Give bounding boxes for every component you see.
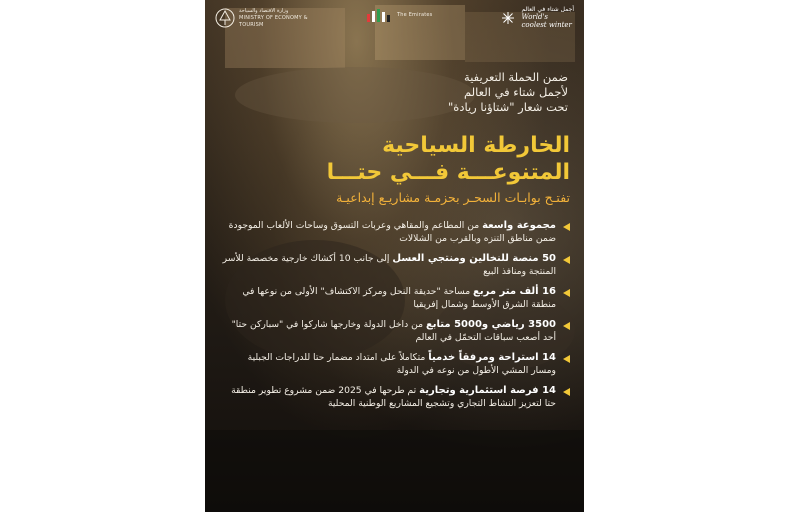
ministry-english-name: MINISTRY OF ECONOMY & TOURISM	[239, 14, 308, 28]
emirates-logo-text: The Emirates	[397, 11, 433, 18]
facts-list	[222, 220, 572, 410]
intro-line-1: ضمن الحملة التعريفية	[464, 70, 568, 84]
infographic-poster	[205, 0, 584, 512]
fact-item	[222, 286, 572, 311]
headline-line-1: الخارطة السياحية	[382, 133, 570, 158]
fact-text: متكاملاً على امتداد مضمار حتا للدراجات الجبلية ومسار المشي الأطول من نوعه في الدولة	[247, 352, 556, 376]
emblem-icon	[215, 6, 235, 30]
triangle-bullet-icon	[563, 355, 570, 363]
emirates-logo	[365, 6, 432, 24]
triangle-bullet-icon	[563, 289, 570, 297]
fact-item	[222, 253, 572, 278]
campaign-arabic-name: أجمل شتاء في العالم	[521, 6, 574, 13]
triangle-bullet-icon	[563, 388, 570, 396]
intro-line-2: لأجمل شتاء في العالم	[464, 85, 568, 99]
fact-highlight: 3500 رياضي و5000 متابع	[425, 319, 556, 330]
campaign-english-line2: coolest winter	[521, 21, 572, 29]
fact-highlight: 50 منصة للنخالين ومنتجي العسل	[392, 253, 556, 264]
ministry-logo	[215, 6, 309, 30]
intro-text	[268, 70, 568, 115]
fact-text: تم طرحها في 2025 ضمن مشروع تطوير منطقة حتا لتعزيز النشاط التجاري وتشجيع المشاريع الوطنية المحلية	[231, 385, 556, 409]
headline	[240, 132, 570, 186]
triangle-bullet-icon	[563, 223, 570, 231]
fact-highlight: مجموعة واسعة	[482, 220, 556, 231]
intro-line-3: تحت شعار "شتاؤنا ريادة"	[448, 100, 568, 114]
fact-highlight: 16 ألف متر مربع	[473, 286, 556, 297]
headline-line-2: المتنوعـــة فـــي حتـــا	[326, 160, 570, 185]
fact-highlight: 14 فرصة استثمارية وتجارية	[419, 385, 556, 396]
fact-text: إلى جانب 10 أكشاك خارجية مخصصة للأسر المنتجة ومنافذ البيع	[222, 253, 556, 277]
fact-text: من المطاعم والمقاهي وعربات التسوق وساحات الألعاب الموجودة ضمن مناطق التنزه وبالقرب من الشلالات	[228, 220, 556, 244]
logo-bar	[215, 6, 574, 44]
fact-item	[222, 220, 572, 245]
fact-text: من داخل الدولة وخارجها شاركوا في "سباركن حتا" أحد أصعب سباقات التحمّل في العالم	[231, 319, 556, 343]
snowflake-icon	[501, 11, 515, 25]
fact-text: مساحة "حديقة النحل ومركز الاكتشاف" الأولى من نوعها في منطقة الشرق الأوسط وشمال إفريقيا	[242, 286, 556, 310]
campaign-english-line1: World's	[521, 13, 549, 21]
emirates-brand-icon	[365, 6, 393, 24]
fact-item	[222, 385, 572, 410]
subheadline: تفتـح بوابـات السحـر بحزمـة مشاريـع إبداعيـة	[336, 190, 570, 205]
fact-item	[222, 352, 572, 377]
fact-item	[222, 319, 572, 344]
fact-highlight: 14 استراحة ومرفقاً خدمياً	[428, 352, 556, 363]
triangle-bullet-icon	[563, 322, 570, 330]
triangle-bullet-icon	[563, 256, 570, 264]
campaign-logo	[501, 6, 574, 29]
ministry-arabic-name: وزارة الاقتصاد والسياحة	[239, 7, 289, 14]
